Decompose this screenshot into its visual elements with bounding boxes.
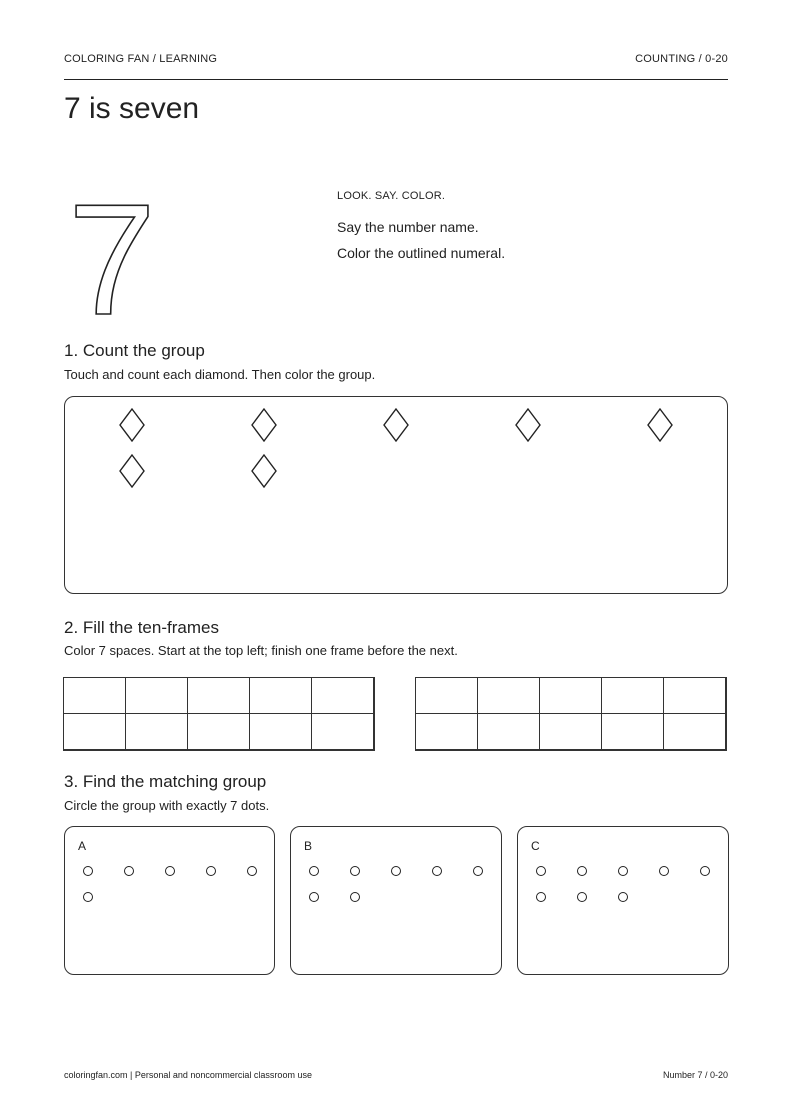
diamond-shape[interactable] [251,408,277,442]
group-label: A [78,839,87,853]
section2-instruction: Color 7 spaces. Start at the top left; finish one frame before the next. [64,643,458,658]
ten-frame-1 [63,677,375,751]
dot [618,892,628,902]
section1-heading: 1. Count the group [64,341,205,360]
section3-instruction: Circle the group with exactly 7 dots. [64,798,270,813]
dot [432,866,442,876]
ten-frame-cell[interactable] [416,714,478,751]
dot-group-c[interactable] [517,826,729,975]
dot-group-b[interactable] [290,826,502,975]
diamond-shape[interactable] [119,454,145,488]
dot [350,892,360,902]
dot-group-a[interactable] [64,826,275,975]
dot [473,866,483,876]
ten-frame-cell[interactable] [478,678,540,714]
dot [206,866,216,876]
dot [350,866,360,876]
diamond-shape[interactable] [647,408,673,442]
footer-left: coloringfan.com | Personal and noncommercial classroom use [64,1070,312,1080]
section1-instruction: Touch and count each diamond. Then color the group. [64,367,376,382]
ten-frame-cell[interactable] [664,714,727,751]
outlined-numeral [64,196,184,326]
dot [309,892,319,902]
dot [309,866,319,876]
dot [536,892,546,902]
diamond-group-box [64,396,728,594]
ten-frame-cell[interactable] [664,678,727,714]
ten-frame-cell[interactable] [540,714,602,751]
instruction-say: Say the number name. [337,219,479,235]
ten-frame-cell[interactable] [540,678,602,714]
ten-frame-cell[interactable] [312,678,375,714]
ten-frame-cell[interactable] [126,714,188,751]
page-title: 7 is seven [64,92,200,125]
dot [618,866,628,876]
section3-heading: 3. Find the matching group [64,772,267,791]
dot [391,866,401,876]
dot [577,892,587,902]
dot [83,892,93,902]
diamond-shape[interactable] [515,408,541,442]
header-right: COUNTING / 0-20 [635,53,728,65]
dot [700,866,710,876]
dot [165,866,175,876]
group-label: B [304,839,313,853]
dot [83,866,93,876]
group-label: C [531,839,540,853]
ten-frame-cell[interactable] [250,714,312,751]
diamond-shape[interactable] [251,454,277,488]
look-say-color-label: LOOK. SAY. COLOR. [337,190,446,202]
ten-frame-2 [415,677,727,751]
ten-frame-cell[interactable] [602,678,664,714]
ten-frame-cell[interactable] [312,714,375,751]
footer-right: Number 7 / 0-20 [662,1070,728,1080]
diamond-shape[interactable] [119,408,145,442]
section2-heading: 2. Fill the ten-frames [64,618,219,637]
header-rule [64,79,728,80]
instruction-color: Color the outlined numeral. [337,245,506,261]
dot [247,866,257,876]
ten-frame-cell[interactable] [416,678,478,714]
ten-frame-cell[interactable] [64,678,126,714]
ten-frame-cell[interactable] [478,714,540,751]
ten-frame-cell[interactable] [64,714,126,751]
diamond-shape[interactable] [383,408,409,442]
dot [124,866,134,876]
ten-frame-cell[interactable] [188,714,250,751]
dot [577,866,587,876]
ten-frame-cell[interactable] [602,714,664,751]
header-left: COLORING FAN / LEARNING [64,53,218,65]
ten-frame-cell[interactable] [188,678,250,714]
dot [659,866,669,876]
dot [536,866,546,876]
ten-frame-cell[interactable] [126,678,188,714]
numeral-seven: 7 [68,196,156,326]
ten-frame-cell[interactable] [250,678,312,714]
